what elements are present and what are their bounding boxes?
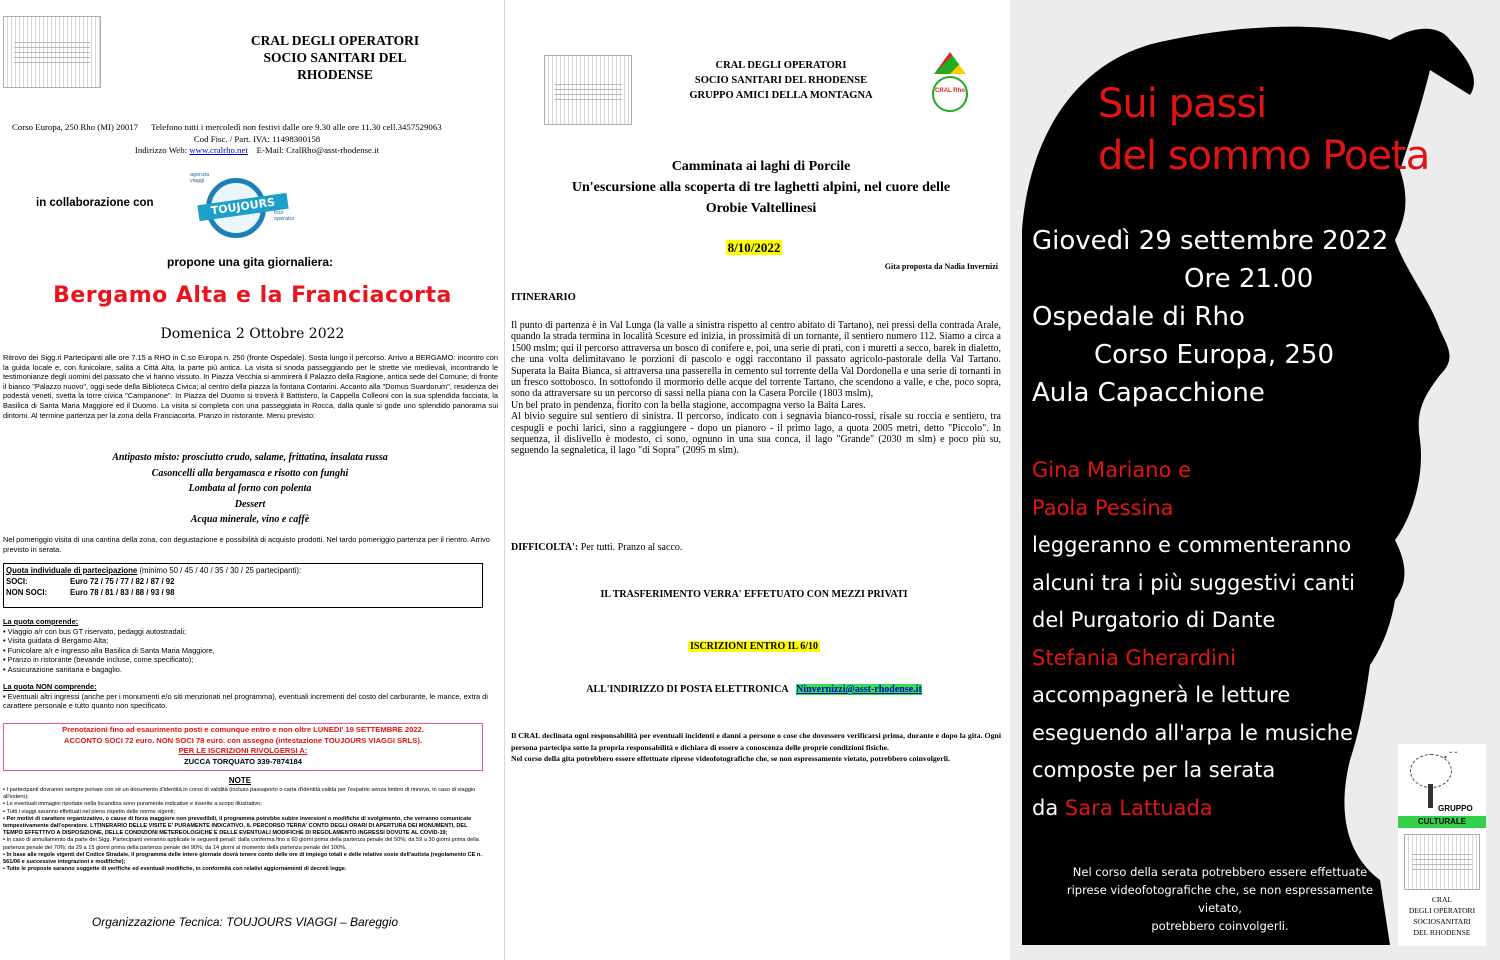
event-time: Ore 21.00 bbox=[1184, 264, 1314, 294]
trip-title: Bergamo Alta e la Franciacorta bbox=[53, 283, 452, 308]
gruppo-culturale-logo: 𝅘 ˇ ˇ GRUPPO CULTURALE CRAL DEGLI OPERATORI SOCIOSANITARI DEL RHODENSE bbox=[1398, 744, 1486, 946]
cral-building-sketch bbox=[1404, 834, 1480, 890]
includes-block: La quota comprende: • Viaggio a/r con bus GT riservato, pedaggi autostradali; • Visita guidata di Bergamo Alta; • Funicolare a/r e ingresso alla Basilica di Santa Maria Maggiore, • Pranzo in ristorante (bevande incluse, come specificato); • Assicurazione sanitaria e bagaglio. La quota NON comprende: • Eventuali altri ingressi (anche per i monumenti e/o siti menzionati nel programma), eventuali incrementi del costo del carburante, le mance, extra di carattere personale e tutto quanto non specificato. bbox=[3, 617, 498, 711]
menu-list bbox=[60, 450, 440, 528]
afternoon-text: Nel pomeriggio visita di una cantina della zona, con degustazione e possibilità di acquisto prodotti. Nel tardo pomeriggio partenza per il rientro. Arrivo previsto in serata. bbox=[3, 535, 490, 554]
note-title: NOTE bbox=[228, 776, 252, 785]
list-item: • Eventuali altri ingressi (anche per i monumenti e/o siti menzionati nel programma), eventuali incrementi del costo del carburante, le mance, extra di carattere personale e tutto quanto non specificato. bbox=[3, 692, 498, 711]
booking-box: Prenotazioni fino ad esaurimento posti e comunque entro e non oltre LUNEDI' 19 SETTEMBRE 2022. ACCONTO SOCI 72 euro. NON SOCI 78 euro. con assegno (intestazione TOUJOURS VIAGGI SRLS). PER LE ISCRIZIONI RIVOLGERSI A: ZUCCA TORQUATO 339-7874184 bbox=[3, 723, 483, 771]
tree-icon bbox=[1406, 754, 1456, 810]
collab-text: in collaborazione con bbox=[36, 197, 154, 209]
quota-box: Quota individuale di partecipazione (minimo 50 / 45 / 40 / 35 / 30 / 25 partecipanti): SOCI: Euro 72 / 75 / 77 / 82 / 87 / 92 NON SOCI: Euro 78 / 81 / 83 / 88 / 93 / 98 bbox=[3, 563, 483, 608]
flyer-bergamo bbox=[0, 0, 505, 960]
proposed-by: Gita proposta da Nadia Invernizi bbox=[884, 262, 998, 271]
event-details bbox=[1032, 222, 1388, 412]
tech-organization: Organizzazione Tecnica: TOUJOURS VIAGGI – Bareggio bbox=[91, 915, 399, 929]
difficulty: DIFFICOLTA': Per tutti. Pranzo al sacco. bbox=[511, 542, 683, 553]
menu-item: Casoncelli alla bergamasca e risotto con funghi bbox=[151, 467, 349, 479]
contact-block: Corso Europa, 250 Rho (MI) 20017 Telefono tutti i mercoledì non festivi dalle ore 9.30 alle ore 11.30 cell.3457529063 Cod Fisc. / Part. IVA: 11498300158 Indirizzo Web: www.cralrho.net E-Mail: CralRho@asst-rhodense.it bbox=[12, 122, 442, 155]
harpist-name: Stefania Gherardini bbox=[1032, 645, 1237, 670]
menu-item: Antipasto misto: prosciutto crudo, salame, frittatina, insalata russa bbox=[112, 452, 388, 463]
cral-header: CRAL DEGLI OPERATORI SOCIO SANITARI DEL RHODENSE GRUPPO AMICI DELLA MONTAGNA bbox=[689, 60, 873, 101]
trip-title: Camminata ai laghi di Porcile Un'escursione alla scoperta di tre laghetti alpini, nel cuore delle Orobie Valtellinesi bbox=[571, 159, 951, 216]
cral-building-sketch bbox=[3, 16, 101, 88]
menu-item: Dessert bbox=[234, 498, 266, 510]
flyer-dante bbox=[1010, 0, 1500, 960]
email-line: ALL'INDIRIZZO DI POSTA ELETTRONICA Ninvernizzi@asst-rhodense.it bbox=[586, 684, 922, 695]
list-item: • In base alle regole vigenti del Codice Stradale, il programma delle intere giornate dovrà tenere conto delle ore di impiego totali e delle relative soste dell'autista (regolamento CE n. 561/06 e successive integrazioni e modifiche); bbox=[3, 852, 483, 866]
list-item: • Pranzo in ristorante (bevande incluse, come specificato); bbox=[3, 655, 498, 665]
event-title: Sui passi del sommo Poeta bbox=[1098, 81, 1430, 179]
list-item: • Visita guidata di Bergamo Alta; bbox=[3, 636, 498, 646]
list-item: • In caso di annullamento da parte dei Sigg. Partecipanti verranno applicate le seguenti penali: dalla conferma fino a 60 giorni prima della partenza penale del 50%; da 59 a 30 giorni prima della partenza penale del 70%; da 29 a 15 giorni prima della partenza penale del 90%; da 14 giorni al momento della partenza penale del 100%. bbox=[3, 837, 483, 851]
list-item: • Tutte le proposte saranno soggette di verifiche ed eventuali modifiche, in conformità con relativi aggiornamenti di decreti legge. bbox=[3, 866, 483, 873]
menu-item: Acqua minerale, vino e caffè bbox=[190, 514, 310, 526]
cral-building-sketch bbox=[544, 55, 632, 125]
reader-name: Gina Mariano e bbox=[1032, 458, 1192, 482]
reader-name: Paola Pessina bbox=[1032, 495, 1174, 520]
mountain-icon bbox=[934, 52, 966, 74]
menu-item: Lombata al forno con polenta bbox=[188, 483, 312, 495]
flyer-porcile bbox=[506, 0, 1010, 960]
list-item: • Le eventuali immagini riportate nella locandina sono puramente indicative e inserite a scopo illustrativo; bbox=[3, 801, 483, 808]
itinerary-text: Il punto di partenza è in Val Lunga (la valle a sinistra rispetto al centro abitato di Tartano), nei pressi della contrada Arale, quando la strada termina in località Scesure ed inizia, in prossimità di un tornante, il sentiero numero 112. Siamo a circa a 1500 mslm; qui il percorso attraversa un bosco di conifere e, poi, una serie di prati, con i muretti a secco, barek in dialetto, che una volta delimitavano le porzioni di pascolo e oggi raccontano il passato agricolo-pastorale della Val Tartano. Superata la Baita Bianca, si attraversa una passerella in cemento sul torrente della Val Dordonella e una serie di tornanti in un fresco sottobosco. In sottofondo il mormorio delle acque del torrente Tartano, che scendono a valle, e che, poco sopra, sono da attraversare su un percorso di sassi nella piana con la Casera Porcile (1803 mslm), Un bel prato in pendenza, fiorito con la bella stagione, accompagna verso la Baita Lares. Al bivio seguire sul sentiero di sinistra. Il percorso, indicato con i segnavia bianco-rossi, risale su roccia e sentiero, tra cespugli e pochi larici, sino a raggiungere - dopo un pianoro - il primo lago, a quota 2005 metri, detto "Piccolo". In sequenza, il dislivello è modesto, ci sono, ognuno in una sua conca, il lago "Grande" (2030 m slm) e poco più su, seguendo la segnaletica, il lago "di Sopra" (2095 m slm). bbox=[511, 320, 1001, 457]
propone-text: propone una gita giornaliera: bbox=[166, 255, 333, 269]
deadline: ISCRIZIONI ENTRO IL 6/10 bbox=[689, 641, 819, 652]
toujours-logo: agenzia viaggi TOUJOURS tour operator bbox=[186, 170, 306, 246]
email-link[interactable]: Ninvernizzi@asst-rhodense.it bbox=[796, 684, 922, 695]
list-item: • Assicurazione sanitaria e bagaglio. bbox=[3, 665, 498, 675]
itinerary-title: ITINERARIO bbox=[511, 292, 576, 303]
list-item: • Per motivi di carattere organizzativo, o cause di forza maggiore non prevedibili, il programma potrebbe subire inversioni o modifiche di svolgimento, che verranno comunicate tempestivamente dall'operatore. L'ITINERARIO DELLE VISITE E' PURAMENTE INDICATIVO, IL PERCORSO TERRA' CONTO DEGLI ORARI DI APERTURA DEI MONUMENTI, DEL TEMPO EFFETTIVO A DISPOSIZIONE, DELLE CONDIZIONI METEREOLOGICHE E DELLE EVENTUALI MODIFICHE DI REGOLAMENTO INGRESSI DOVUTE AL COVID-19; bbox=[3, 816, 483, 838]
photo-notice: Nel corso della serata potrebbero essere effettuate riprese videofotografiche che, se non espressamente vietato, potrebbero coinvolgerli. bbox=[1066, 865, 1374, 933]
list-item: • Viaggio a/r con bus GT riservato, pedaggi autostradali; bbox=[3, 627, 498, 637]
badge-icon bbox=[932, 76, 968, 112]
event-address: Corso Europa, 250 bbox=[1094, 340, 1334, 370]
notes-block bbox=[3, 787, 483, 873]
transfer-note: IL TRASFERIMENTO VERRA' EFFETUATO CON MEZZI PRIVATI bbox=[600, 589, 908, 600]
cral-header: CRAL DEGLI OPERATORI SOCIO SANITARI DEL RHODENSE bbox=[250, 33, 420, 82]
trip-date: Domenica 2 Ottobre 2022 bbox=[160, 326, 345, 342]
program-text: Ritrovo dei Sigg.ri Partecipanti alle ore 7.15 a RHO in C.so Europa n. 250 (fronte Ospedale). Sosta lungo il percorso. Arrivo a BERGAMO: incontro con la guida locale e, con funicolare, salita a Città Alta, la parte più antica. La visita si snoda passeggiando per le strette vie medievali, incontrando le testimonianze degli uomini del passato che vi hanno vissuto. In Piazza Vecchia si ammirerà il Palazzo della Ragione, antica sede del Comune; di fronte il bianco "Palazzo nuovo", oggi sede della Biblioteca Civica; al centro della piazza la fontana Contarini. Accanto alla "Domus Suardorum", residenza dei podestà veneti, svetta la torre civica "Campanone". In Piazza del Duomo si troverà il Battistero, la Cappella Colleoni con la sua splendida facciata, la Basilica di Santa Maria Maggiore ed il Duomo. La visita si completa con una passeggiata in Rocca, dalla quale si gode uno splendido panorama sui dintorni. Al termine partenza per la zona della Franciacorta. Pranzo in ristorante. Menu previsto: bbox=[3, 353, 498, 420]
disclaimer: Il CRAL declinata ogni responsabilità per eventuali incidenti e danni a persone o cose che dovessero verificarsi prima, durante e dopo la gita. Ogni persona partecipa sotto la propria responsabilità e dichiara di essere a conoscenza delle proprie condizioni fisiche. Nel corso della gita potrebbero essere effettuate riprese videofotografiche che, se non espressamente vietato, potrebbero coinvolgerli. bbox=[511, 731, 1001, 763]
montagna-logo: CRAL Rho bbox=[924, 52, 976, 114]
list-item: • I partecipanti dovranno sempre portare con sé un documento d'identità in corso di validità (incluso passaporto o carta d'identità valida per l'espatrio senza timbro di rinnovo, in caso di viaggio all'estero); bbox=[3, 787, 483, 801]
trip-date: 8/10/2022 bbox=[727, 240, 781, 255]
composer-name: Sara Lattuada bbox=[1064, 795, 1213, 820]
web-link[interactable]: www.cralrho.net bbox=[189, 145, 248, 155]
event-place: Ospedale di Rho bbox=[1032, 302, 1245, 332]
birds-icon: 𝅘 ˇ ˇ bbox=[1444, 750, 1458, 760]
logo-caption: CRAL DEGLI OPERATORI SOCIOSANITARI DEL RHODENSE bbox=[1408, 895, 1476, 937]
list-item: • Funicolare a/r e ingresso alla Basilica di Santa Maria Maggiore, bbox=[3, 646, 498, 656]
event-date: Giovedì 29 settembre 2022 bbox=[1032, 226, 1389, 256]
event-description: Gina Mariano e Paola Pessina leggeranno e commenteranno alcuni tra i più suggestivi canti del Purgatorio di Dante Stefania Gherardini accompagnerà le letture eseguendo all'arpa le musiche composte per la serata da Sara Lattuada bbox=[1032, 452, 1355, 827]
event-room: Aula Capacchione bbox=[1032, 378, 1265, 408]
list-item: • Tutti i viaggi saranno effettuati nel pieno rispetto delle norme vigenti; bbox=[3, 809, 483, 816]
